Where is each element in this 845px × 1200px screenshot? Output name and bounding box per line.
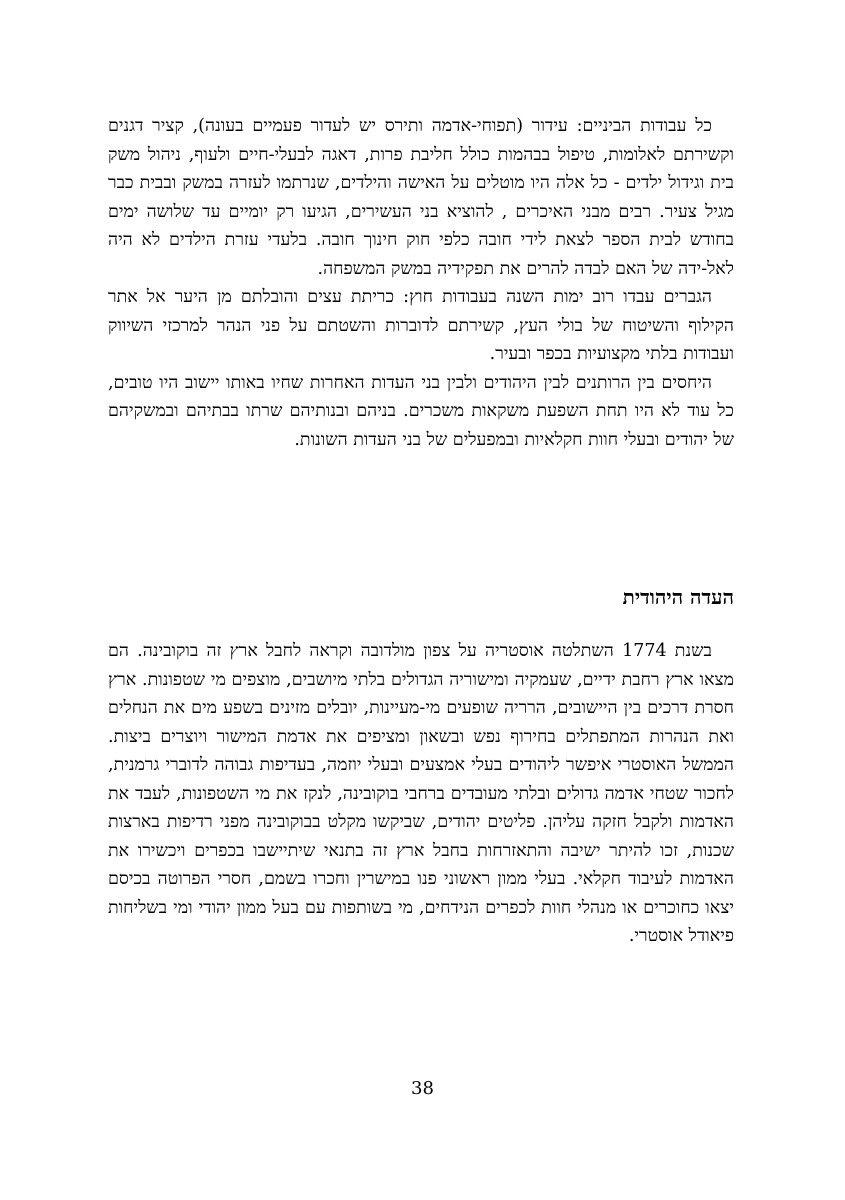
- paragraph-men-work: הגברים עבדו רוב ימות השנה בעבודות חוץ: כריתת עצים והובלתם מן היער אל אתר הקילוף והשיטוח של בולי העץ, קשירתם לדוברות והשטתם על פני הנהר למרכזי השיווק ועבודות בלתי מקצועיות בכפר ובעיר.: [108, 287, 734, 364]
- paragraph-community-relations: היחסים בין הרותנים לבין היהודים ולבין בני העדות האחרות שחיו באותו יישוב היו טובים, כל עוד לא היו תחת השפעת משקאות משכרים. בניהם ובנותיהם שרתו בבתיהם ובמשקיהם של יהודים ובעלי חוות חקלאיות ובמפעלים של בני העדות השונות.: [108, 372, 734, 450]
- section-heading: העדה היהודית: [622, 585, 734, 609]
- paragraph-labor-division: כל עבודות הביניים: עידור (תפוחי-אדמה ותירס יש לעדור פעמיים בעונה), קציר דגנים וקשירתם לאלומות, טיפול בבהמות כולל חליבת פרות, דאגה לבעלי-חיים ולעוף, ניהול משק בית וגידול ילדים - כל אלה היו מוטלים על האישה והילדים, שנרתמו לעזרה במשק ובבית כבר מגיל צעיר. רבים מבני האיכרים , להוציא בני העשירים, הגיעו רק יומיים עד שלושה ימים בחודש לבית הספר לצאת לידי חובה כלפי חוק חינוך חובה. בלעדי עזרת הילדים לא היה לאל-ידה של האם לבדה להרים את תפקידיה במשק המשפחה.: [108, 116, 734, 279]
- intro-text-block: [108, 112, 734, 454]
- section-text-block: [108, 637, 734, 951]
- paragraph-jewish-community: בשנת 1774 השתלטה אוסטריה על צפון מולדובה וקראה לחבל ארץ זה בוקובינה. הם מצאו ארץ רחבת ידיים, שעמקיה ומישוריה הגדולים בלתי מיושבים, מוצפים מי שטפונות. ארץ חסרת דרכים בין היישובים, הרריה שופעים מי-מעיינות, יובלים מזינים בשפע מים את הנחלים ואת הנהרות המתפתלים בחירוף נפש ובשאון ומציפים את אדמת המישור ויוצרים ביצות. הממשל האוסטרי איפשר ליהודים בעלי אמצעים ובעלי יוזמה, בעדיפות גבוהה לדוברי גרמנית, לחכור שטחי אדמה גדולים ובלתי מעובדים ברחבי בוקובינה, לנקז את מי השטפונות, לעבד את האדמות ולקבל חזקה עליהן. פליטים יהודים, שביקשו מקלט בבוקובינה מפני רדיפות בארצות שכנות, זכו להיתר ישיבה והתאזרחות בחבל ארץ זה בתנאי שיתיישבו בכפרים ויכשירו את האדמות לעיבוד חקלאי. בעלי ממון ראשוני פנו במישרין וחכרו בשמם, חסרי הפרוטה בכיסם יצאו כחוכרים או מנהלי חוות לכפרים הנידחים, מי בשותפות עם בעל ממון יהודי ומי בשליחות פיאודל אוסטרי.: [108, 641, 734, 946]
- page-number: 38: [411, 1078, 434, 1099]
